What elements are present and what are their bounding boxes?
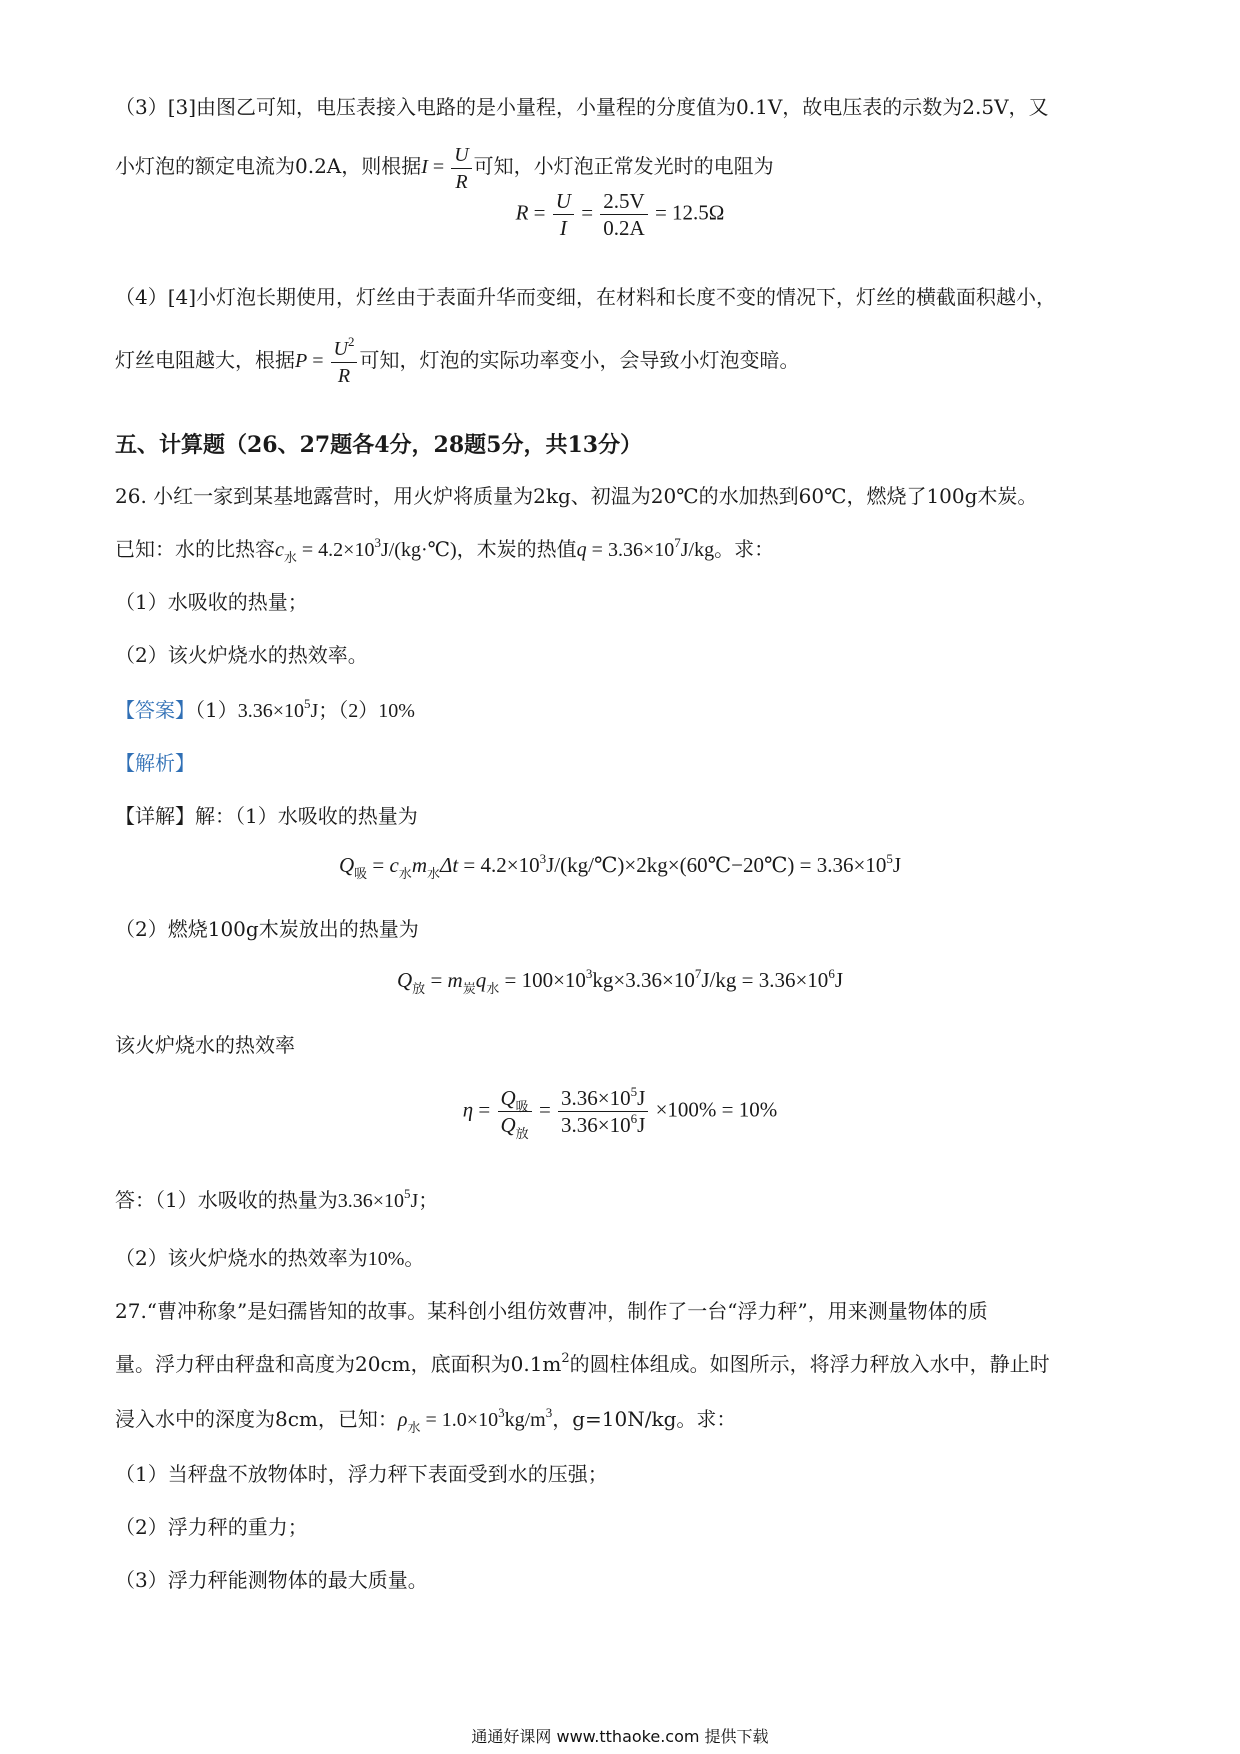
step2-line: （2）燃烧100g木炭放出的热量为 [115, 917, 419, 941]
text: 灯丝电阻越大，根据 [115, 348, 295, 373]
text: 量。浮力秤由秤盘和高度为20cm，底面积为0.1m [115, 1352, 562, 1376]
exponent: 3 [585, 966, 593, 981]
unit: J [892, 853, 902, 877]
value: J/(kg/℃)×2kg×(60℃−20℃) = 3.36×10 [546, 853, 887, 877]
symbol: Q [397, 968, 413, 992]
q27-sub3: （3）浮力秤能测物体的最大质量。 [115, 1568, 428, 1592]
value: = 4.2×10 [301, 539, 375, 561]
exponent: 7 [674, 535, 681, 550]
value: = 3.36×10 [591, 539, 675, 561]
subscript: 水 [426, 866, 440, 881]
subscript: 放 [412, 981, 426, 996]
text: 已知：水的比热容 [115, 537, 275, 561]
symbol: c [275, 539, 284, 561]
text: 答：（1）水吸收的热量为 [115, 1188, 338, 1212]
text: （1） [195, 698, 238, 722]
exponent: 6 [630, 1111, 638, 1126]
paragraph-4-line2 [115, 336, 799, 389]
unit: J [637, 1113, 646, 1137]
symbol: ρ [397, 1409, 408, 1431]
fraction [498, 1085, 532, 1141]
denominator: I [559, 216, 567, 240]
subscript: 吸 [515, 1099, 529, 1114]
symbol: q [475, 968, 487, 992]
unit: J/(kg·℃) [380, 539, 457, 561]
denominator: 3.36×10 [561, 1113, 631, 1137]
text: 浸入水中的深度为8cm，已知： [115, 1407, 398, 1431]
value: 3.36×10 [337, 1190, 405, 1212]
exponent: 5 [630, 1084, 638, 1099]
efficiency-line: 该火炉烧水的热效率 [115, 1033, 295, 1057]
answer-value [337, 1186, 439, 1212]
symbol: c [389, 853, 399, 877]
numerator: U [454, 144, 469, 166]
q26-answer [115, 695, 415, 726]
value: 3.36×10 [237, 700, 305, 722]
denominator: R [455, 171, 468, 193]
text: 可知，灯泡的实际功率变小，会导致小灯泡变暗。 [359, 348, 800, 373]
value: = 100×10 [504, 968, 586, 992]
numerator: U [555, 189, 571, 213]
q27-sub1: （1）当秤盘不放物体时，浮力秤下表面受到水的压强； [115, 1462, 608, 1486]
q26-sub1: （1）水吸收的热量； [115, 590, 308, 614]
subscript: 炭 [462, 981, 476, 996]
symbol: R [515, 200, 529, 225]
footer-watermark: 通通好课网 www.tthaoke.com 提供下载 [471, 1727, 769, 1746]
exponent: 2 [347, 334, 355, 349]
answer-label: 【答案】 [115, 698, 195, 722]
value: kg×3.36×10 [592, 968, 695, 992]
q26-stem: 26. 小红一家到某基地露营时，用火炉将质量为2kg、初温为20℃的水加热到60℃，燃烧了100g木炭。 [115, 484, 1038, 508]
numerator: 3.36×10 [561, 1086, 631, 1110]
paragraph-3-line1: （3）[3]由图乙可知，电压表接入电路的是小量程，小量程的分度值为0.1V，故电压表的示数为2.5V，又 [115, 95, 1049, 119]
text: ，g=10N/kg。求： [552, 1407, 737, 1431]
numerator: Q [500, 1086, 516, 1110]
subscript: 吸 [354, 866, 368, 881]
formula-specific-heat [275, 535, 457, 565]
text: （2）该火炉烧水的热效率为 [115, 1246, 368, 1270]
numerator: 2.5V [600, 188, 647, 215]
exponent: 3 [498, 1405, 505, 1420]
fraction [600, 188, 647, 241]
answer-value: 10% [367, 1248, 405, 1270]
unit: J；（2）10% [310, 700, 415, 722]
symbol: m [411, 853, 427, 877]
subscript: 水 [283, 550, 297, 565]
formula-density [397, 1405, 553, 1435]
unit: J/kg [680, 539, 715, 561]
exponent: 3 [539, 851, 547, 866]
subscript: 水 [407, 1420, 421, 1435]
formula-power: P = $\frac{U^2}{R}$ [295, 350, 359, 372]
fraction [558, 1085, 648, 1138]
q27-stem-line1: 27.“曹冲称象”是妇孺皆知的故事。某科创小组仿效曹冲，制作了一台“浮力秤”，用来测量物体的质 [115, 1299, 988, 1323]
exponent: 5 [404, 1186, 411, 1201]
text: 小灯泡的额定电流为0.2A，则根据 [115, 154, 422, 179]
exponent: 5 [304, 696, 311, 711]
analysis-label: 【解析】 [115, 751, 195, 775]
symbol: Q [338, 853, 355, 877]
equation-heat-absorbed: $Q_吸 = c_水m_水\Delta t$ = $4.2\times 10^3J/(kg/℃)\times 2kg\times(60℃-20℃) = 3.36\times 10^5J$ [338, 851, 902, 881]
subscript: 放 [515, 1126, 529, 1141]
exponent: 6 [828, 966, 835, 981]
text: ，木炭的热值 [456, 537, 577, 561]
subscript: 水 [486, 981, 500, 996]
exponent: 3 [545, 1405, 553, 1420]
final-answer-2 [115, 1243, 424, 1274]
fraction [331, 336, 358, 389]
q27-stem-line2 [115, 1349, 1050, 1379]
symbol: m [447, 968, 463, 992]
q26-sub2: （2）该火炉烧水的热效率。 [115, 643, 368, 667]
subscript: 水 [398, 866, 412, 881]
section-title: 五、计算题（26、27题各4分，28题5分，共13分） [115, 432, 643, 458]
q27-stem-line3 [115, 1404, 736, 1435]
value: ×100% = 10% [655, 1097, 778, 1122]
symbol: I [421, 156, 428, 179]
final-answer-1 [115, 1185, 438, 1216]
exponent: 2 [561, 1351, 570, 1366]
text: 。 [404, 1246, 425, 1270]
q26-known [115, 534, 774, 565]
unit: kg/m [504, 1409, 546, 1431]
fraction [553, 188, 574, 241]
equation-resistance: R = $\frac{U}{I}$ = $\frac{2.5V}{0.2A}$ = 12.5Ω [515, 189, 725, 240]
symbol: Δt [440, 853, 459, 877]
detail-line: 【详解】解：（1）水吸收的热量为 [115, 804, 418, 828]
symbol: P [295, 350, 308, 373]
text: 可知，小灯泡正常发光时的电阻为 [473, 154, 774, 179]
denominator: R [337, 365, 351, 387]
value: J/kg = 3.36×10 [701, 968, 829, 992]
unit: J； [410, 1190, 439, 1212]
answer-value [237, 696, 415, 722]
exponent: 3 [374, 535, 381, 550]
symbol: η [462, 1097, 474, 1122]
equation-heat-released: $Q_放 = m_炭q_水 = 100\times 10^3kg\times 3.36\times 10^7J/kg = 3.36\times 10^6J$ [397, 966, 843, 996]
formula-heat-value [576, 535, 715, 561]
symbol: q [576, 539, 587, 561]
equation-efficiency: η = $\frac{Q_吸}{Q_放}$ = $\frac{3.36\times 10^5J}{3.36\times 10^6J}$ ×100% = 10% [462, 1084, 778, 1141]
paragraph-4-line1: （4）[4]小灯泡长期使用，灯丝由于表面升华而变细，在材料和长度不变的情况下，灯丝的横截面积越小， [115, 285, 1057, 309]
denominator: Q [500, 1113, 516, 1137]
result: 12.5Ω [672, 200, 725, 225]
q27-sub2: （2）浮力秤的重力； [115, 1515, 308, 1539]
unit: J [834, 968, 843, 992]
formula-ohm: I = $\frac{U}{R}$ [421, 156, 473, 178]
exponent: 7 [694, 966, 702, 981]
numerator: U [333, 338, 348, 360]
value: = 1.0×10 [425, 1409, 499, 1431]
unit: J [637, 1086, 646, 1110]
text: 的圆柱体组成。如图所示，将浮力秤放入水中，静止时 [569, 1352, 1050, 1376]
exponent: 5 [886, 851, 893, 866]
denominator: 0.2A [603, 216, 645, 240]
text: 。求： [714, 537, 775, 561]
value: = 4.2×10 [463, 853, 540, 877]
